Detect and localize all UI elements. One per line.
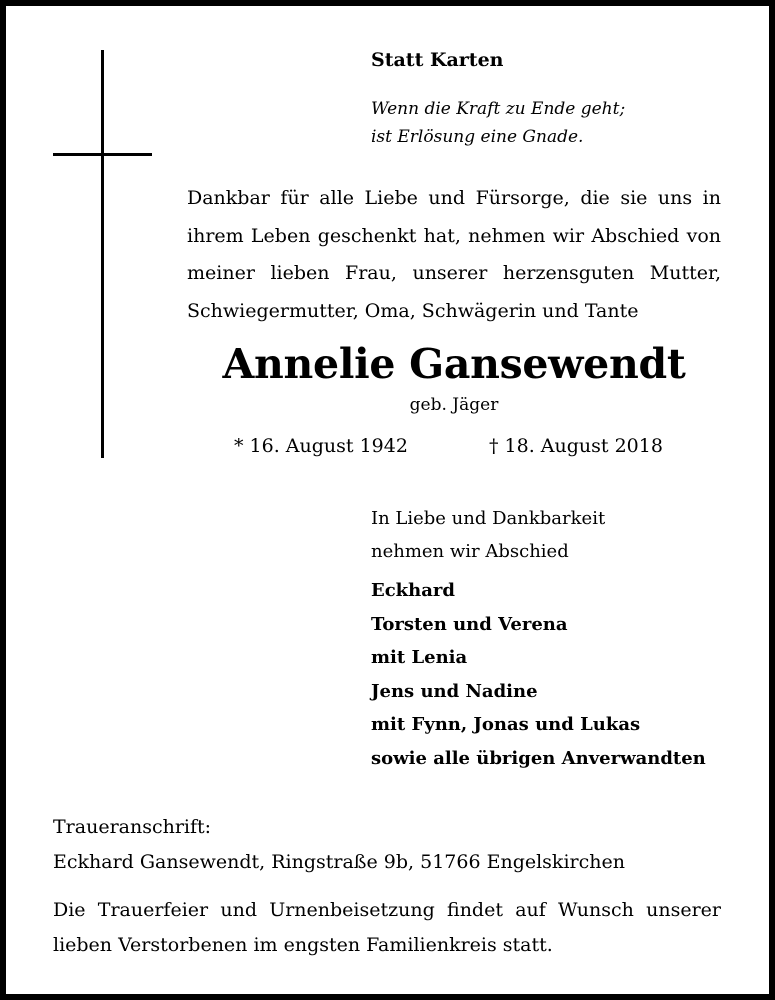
intro-line: Dankbar für alle Liebe und Fürsorge, die sie uns in bbox=[187, 187, 721, 209]
address-value: Eckhard Gansewendt, Ringstraße 9b, 51766 Engelskirchen bbox=[53, 851, 625, 873]
mourner-entry: sowie alle übrigen Anverwandten bbox=[371, 747, 706, 769]
farewell-line: In Liebe und Dankbarkeit bbox=[371, 508, 606, 529]
intro-line: ihrem Leben geschenkt hat, nehmen wir Abschied von bbox=[187, 224, 721, 247]
intro-text bbox=[187, 180, 721, 330]
ceremony-note bbox=[53, 893, 721, 963]
death-date: † 18. August 2018 bbox=[489, 435, 663, 457]
farewell-line: nehmen wir Abschied bbox=[371, 541, 569, 562]
intro-line: meiner lieben Frau, unserer herzensguten Mutter, bbox=[187, 262, 721, 284]
mourner-entry: mit Fynn, Jonas und Lukas bbox=[371, 714, 641, 736]
maiden-name: geb. Jäger bbox=[409, 395, 499, 415]
mourners-list bbox=[371, 574, 706, 776]
farewell-text bbox=[371, 502, 605, 568]
mourner-entry: Torsten und Verena bbox=[371, 613, 568, 635]
mourning-address bbox=[53, 810, 625, 880]
mourner-entry: Eckhard bbox=[371, 580, 455, 601]
deceased-name: Annelie Gansewendt bbox=[222, 340, 686, 388]
ceremony-line: lieben Verstorbenen im engsten Familienkreis statt. bbox=[53, 934, 553, 956]
birth-date: * 16. August 1942 bbox=[234, 435, 408, 457]
quote-line: Wenn die Kraft zu Ende geht; bbox=[371, 99, 626, 119]
intro-line: Schwiegermutter, Oma, Schwägerin und Tante bbox=[187, 299, 639, 322]
ceremony-line: Die Trauerfeier und Urnenbeisetzung findet auf Wunsch unserer bbox=[53, 899, 721, 921]
statt-karten-heading: Statt Karten bbox=[371, 49, 504, 71]
quote bbox=[371, 95, 625, 151]
mourner-entry: Jens und Nadine bbox=[371, 680, 538, 702]
address-label: Traueranschrift: bbox=[53, 816, 212, 838]
cross-horizontal-bar bbox=[53, 153, 152, 156]
quote-line: ist Erlösung eine Gnade. bbox=[371, 127, 584, 147]
mourner-entry: mit Lenia bbox=[371, 647, 468, 669]
